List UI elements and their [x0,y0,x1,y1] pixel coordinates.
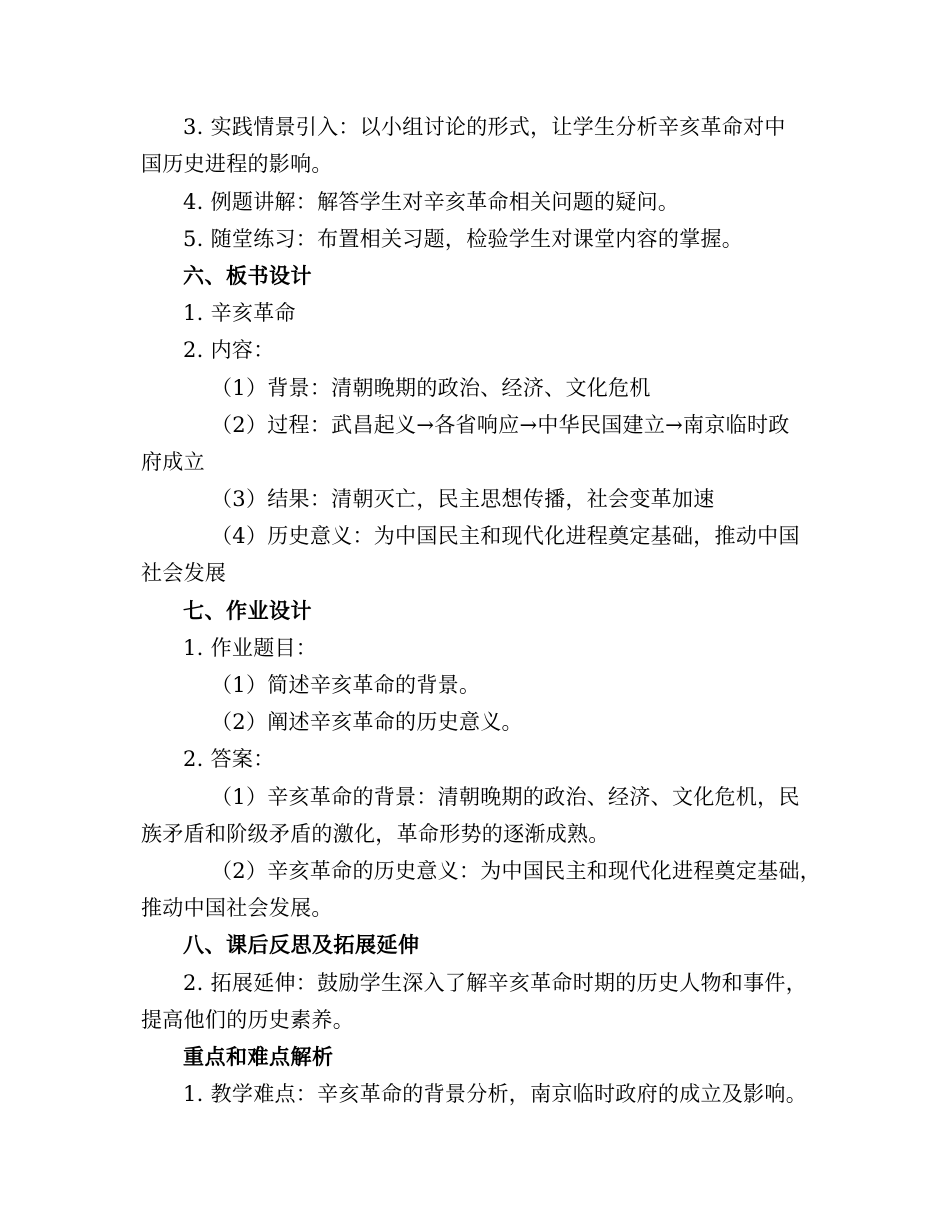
para-example-explain: 4. 例题讲解：解答学生对辛亥革命相关问题的疑问。 [183,190,680,214]
difficult-point-1: 1. 教学难点：辛亥革命的背景分析，南京临时政府的成立及影响。 [183,1082,808,1106]
homework-answer-1: （1）辛亥革命的背景：清朝晚期的政治、经济、文化危机，民 [211,785,800,809]
heading-reflection-extension: 八、课后反思及拓展延伸 [183,933,420,957]
board-item-2: 2. 内容： [183,338,275,362]
para-classroom-exercise: 5. 随堂练习：布置相关习题，检验学生对课堂内容的掌握。 [183,227,744,251]
board-sub-result: （3）结果：清朝灭亡，民主思想传播，社会变革加速 [211,487,715,511]
heading-key-difficult-points: 重点和难点解析 [183,1045,334,1069]
extension-item-2-cont: 提高他们的历史素养。 [141,1008,354,1032]
heading-homework-design: 七、作业设计 [183,599,312,623]
board-item-1: 1. 辛亥革命 [183,301,296,325]
homework-question-2: （2）阐述辛亥革命的历史意义。 [211,710,523,734]
board-sub-significance-cont: 社会发展 [141,561,227,585]
homework-question-1: （1）简述辛亥革命的背景。 [211,673,481,697]
homework-answer-2: （2）辛亥革命的历史意义：为中国民主和现代化进程奠定基础， [211,859,822,883]
homework-answer-1-cont: 族矛盾和阶级矛盾的激化，革命形势的逐渐成熟。 [141,822,610,846]
heading-board-design: 六、板书设计 [183,264,312,288]
homework-item-1: 1. 作业题目： [183,636,318,660]
para-practice-intro-cont: 国历史进程的影响。 [141,152,333,176]
extension-item-2: 2. 拓展延伸：鼓励学生深入了解辛亥革命时期的历史人物和事件， [183,971,808,995]
board-sub-process: （2）过程：武昌起义→各省响应→中华民国建立→南京临时政 [211,413,790,437]
board-sub-process-cont: 府成立 [141,450,205,474]
board-sub-significance: （4）历史意义：为中国民主和现代化进程奠定基础，推动中国 [211,524,800,548]
board-sub-background: （1）背景：清朝晚期的政治、经济、文化危机 [211,376,651,400]
homework-answer-2-cont: 推动中国社会发展。 [141,896,333,920]
para-practice-intro: 3. 实践情景引入：以小组讨论的形式，让学生分析辛亥革命对中 [183,115,786,139]
homework-item-2: 2. 答案： [183,747,275,771]
